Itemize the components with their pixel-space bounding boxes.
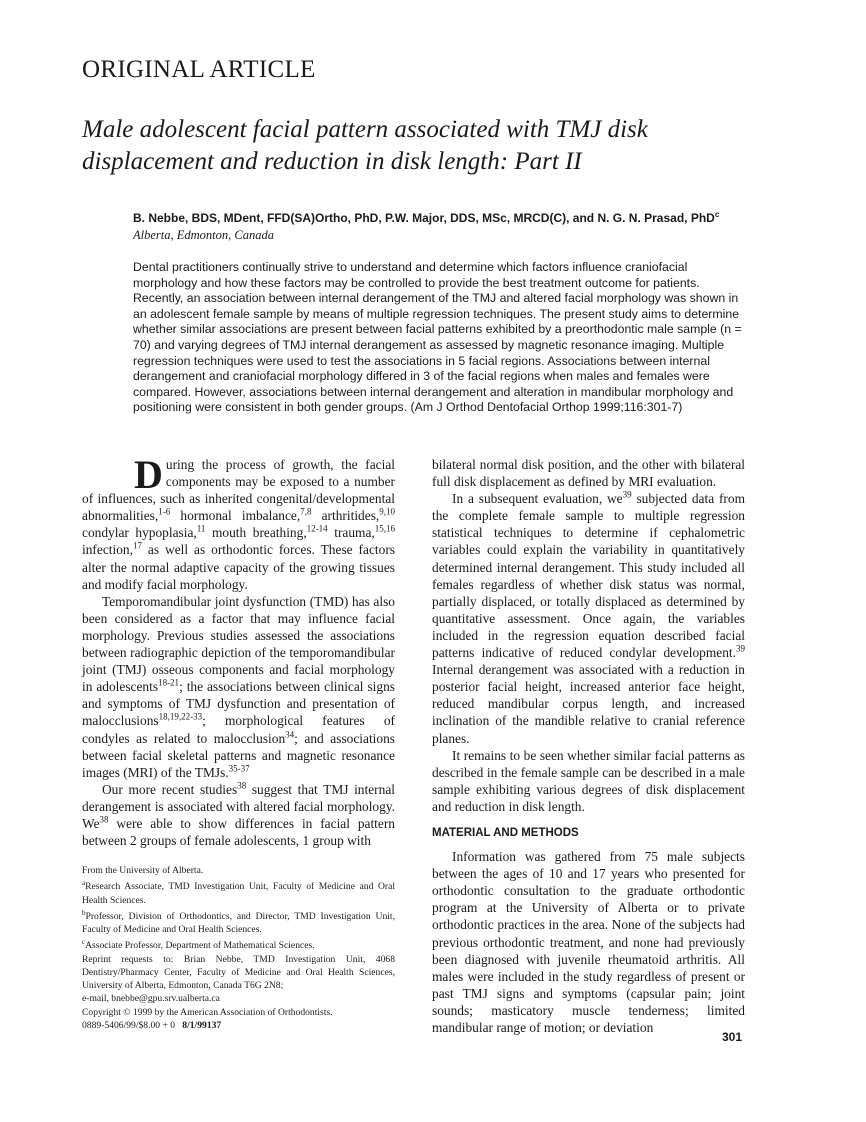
footnote-text: Associate Professor, Department of Mathematical Sciences. — [85, 940, 315, 952]
article-title — [82, 114, 762, 178]
citation: 38 — [99, 814, 109, 825]
paragraph: Temporomandibular joint dysfunction (TMD) has also been considered as a factor that may influence facial morphology. Previous studies assessed the associations between radiographic depiction of the temporomandibular joint (TMJ) osseous components and facial morphology in adolescents$^{18-21}$; the associations between clinical signs and symptoms of TMJ dysfunction and presentation of malocclusions$^{18,19,22-33}$; morphological features of condyles as related to malocclusion$^{34}$; and associations between facial skeletal patterns and magnetic resonance images (MRI) of the TMJs.$^{35-37}$ — [82, 593, 395, 780]
citation: 18,19,22-33 — [158, 711, 203, 722]
author-names: B. Nebbe, BDS, MDent, FFD(SA)Ortho, PhD, P.W. Major, DDS, MSc, MRCD(C), and N. G. N. Prasad, PhD — [133, 211, 715, 225]
citation: 9,10 — [379, 506, 395, 517]
page-number: 301 — [722, 1030, 743, 1044]
abstract: Dental practitioners continually strive to understand and determine which factors influence craniofacial morphology and how these factors may be controlled to provide the best treatment outcome for patients. Recently, an association between internal derangement of the TMJ and altered facial morphology was shown in an adolescent female sample by means of multiple regression techniques. The present study aims to determine whether similar associations are present between facial patterns exhibited by a preorthodontic male sample (n = 70) and varying degrees of TMJ internal derangement as assessed by magnetic resonance imaging. Multiple regression techniques were used to test the associations in 5 facial regions. Associations between internal derangement and craniofacial morphology differed in 3 of the facial regions when males and females were compared. However, associations between internal derangement and alteration in mandibular morphology and positioning were consistent in both gender groups. (Am J Orthod Dentofacial Orthop 1999;116:301-7) — [133, 260, 742, 415]
footnote-mark: b — [82, 908, 86, 917]
affiliation: Alberta, Edmonton, Canada — [133, 228, 274, 242]
issn: 0889-5406/99/$8.00 + 0 — [82, 1019, 176, 1031]
section-heading: MATERIAL AND METHODS — [432, 826, 579, 839]
authors — [133, 210, 719, 225]
footnote-copyright: Copyright © 1999 by the American Association of Orthodontists. — [82, 1006, 333, 1018]
footnote-issn — [82, 1019, 395, 1032]
citation: 38 — [237, 780, 247, 791]
title-line: displacement and reduction in disk length: Part II — [82, 148, 582, 175]
footnote: From the University of Alberta. — [82, 865, 204, 876]
citation: 39 — [622, 489, 632, 500]
citation: 17 — [132, 541, 142, 551]
citation: 18-21 — [158, 677, 180, 688]
footnote — [82, 907, 395, 937]
article-code: 8/1/99137 — [182, 1019, 222, 1031]
paragraph: uring the process of growth, the facial components may be exposed to a number of influences, such as inherited congenital/developmental abnormalities,$^{1-6}$ hormonal imbalance,$^{7,8}$ arthritides,$^{9,10}$ condylar hypoplasia,$^{11}$ mouth breathing,$^{12-14}$ trauma,$^{15,16}$ infection,$^{17}$ as well as orthodontic forces. These factors alter the normal adaptive capacity of the growing tissues and modify facial morphology. — [82, 457, 395, 592]
citation: 35-37 — [228, 763, 250, 774]
footnotes — [82, 864, 395, 1032]
citation: 11 — [196, 523, 206, 534]
footnote-reprint: Reprint requests to: Brian Nebbe, TMD Investigation Unit, 4068 Dentistry/Pharmacy Center, Faculty of Medicine and Oral Health Sciences, University of Alberta, Edmonton, Canada T6G 2N8; — [82, 953, 395, 992]
citation: 34 — [285, 729, 295, 740]
paragraph: It remains to be seen whether similar facial patterns as described in the female sample can be described in a male sample exhibiting various degrees of disk displacement and reduction in disk length. — [432, 747, 745, 814]
citation: 39 — [736, 643, 745, 654]
footnote — [82, 877, 395, 907]
footnote-text: Research Associate, TMD Investigation Unit, Faculty of Medicine and Oral Health Sciences. — [82, 881, 395, 906]
left-column — [82, 452, 395, 849]
footnote-mark: c — [82, 938, 86, 947]
paragraph: Our more recent studies$^{38}$ suggest that TMJ internal derangement is associated with altered facial morphology. We$^{38}$ were able to show differences in facial pattern between 2 groups of female adolescents, 1 group with — [82, 780, 395, 849]
footnote-email[interactable]: e-mail, bnebbe@gpu.srv.ualberta.ca — [82, 993, 220, 1005]
title-line: Male adolescent facial pattern associated with TMJ disk — [82, 116, 648, 143]
citation: 7,8 — [300, 506, 312, 517]
citation: 15,16 — [374, 523, 395, 534]
citation: 1-6 — [158, 506, 171, 517]
footnote-mark: a — [82, 879, 86, 888]
drop-cap: D — [134, 452, 163, 497]
paragraph: In a subsequent evaluation, $we^{39}$ subjected data from the complete female sample to multiple regression statistical techniques to determine if cephalometric variables could explain the variability in quantitatively determined internal derangement. This study included all females regardless of whether disk status was normal, partially displaced, or totally displaced as determined by quantitative assessment. Once again, the variables included in the regression equation described facial patterns indicative of reduced condylar development.$^{39}$ Internal derangement was associated with a reduction in posterior facial height, increased anterior face height, reduced mandibular corpus length, and increased inclination of the mandible relative to cranial reference planes. — [432, 489, 745, 746]
paragraph: Information was gathered from 75 male subjects between the ages of 10 and 17 years who presented for orthodontic consultation to the graduate orthodontic program at the University of Alberta or to private orthodontic practices in the area. None of the subjects had previous orthodontic treatment, and none had previously been diagnosed with juvenile rheumatoid arthritis. All males were included in the study regardless of present or past TMJ signs and symptoms (capsular pain; joint sounds; masticatory muscle tenderness; limited mandibular range of motion; or deviation — [432, 849, 745, 1035]
footnote — [82, 936, 395, 952]
citation: 12-14 — [306, 523, 328, 534]
footnote-text: Professor, Division of Orthodontics, and Director, TMD Investigation Unit, Faculty of Medicine and Oral Health Sciences. — [82, 910, 395, 936]
author-sup: c — [714, 210, 720, 219]
right-column — [432, 456, 745, 1036]
section-label: ORIGINAL ARTICLE — [82, 56, 316, 83]
paragraph: bilateral normal disk position, and the other with bilateral full disk displacement as defined by MRI evaluation. — [432, 457, 745, 490]
